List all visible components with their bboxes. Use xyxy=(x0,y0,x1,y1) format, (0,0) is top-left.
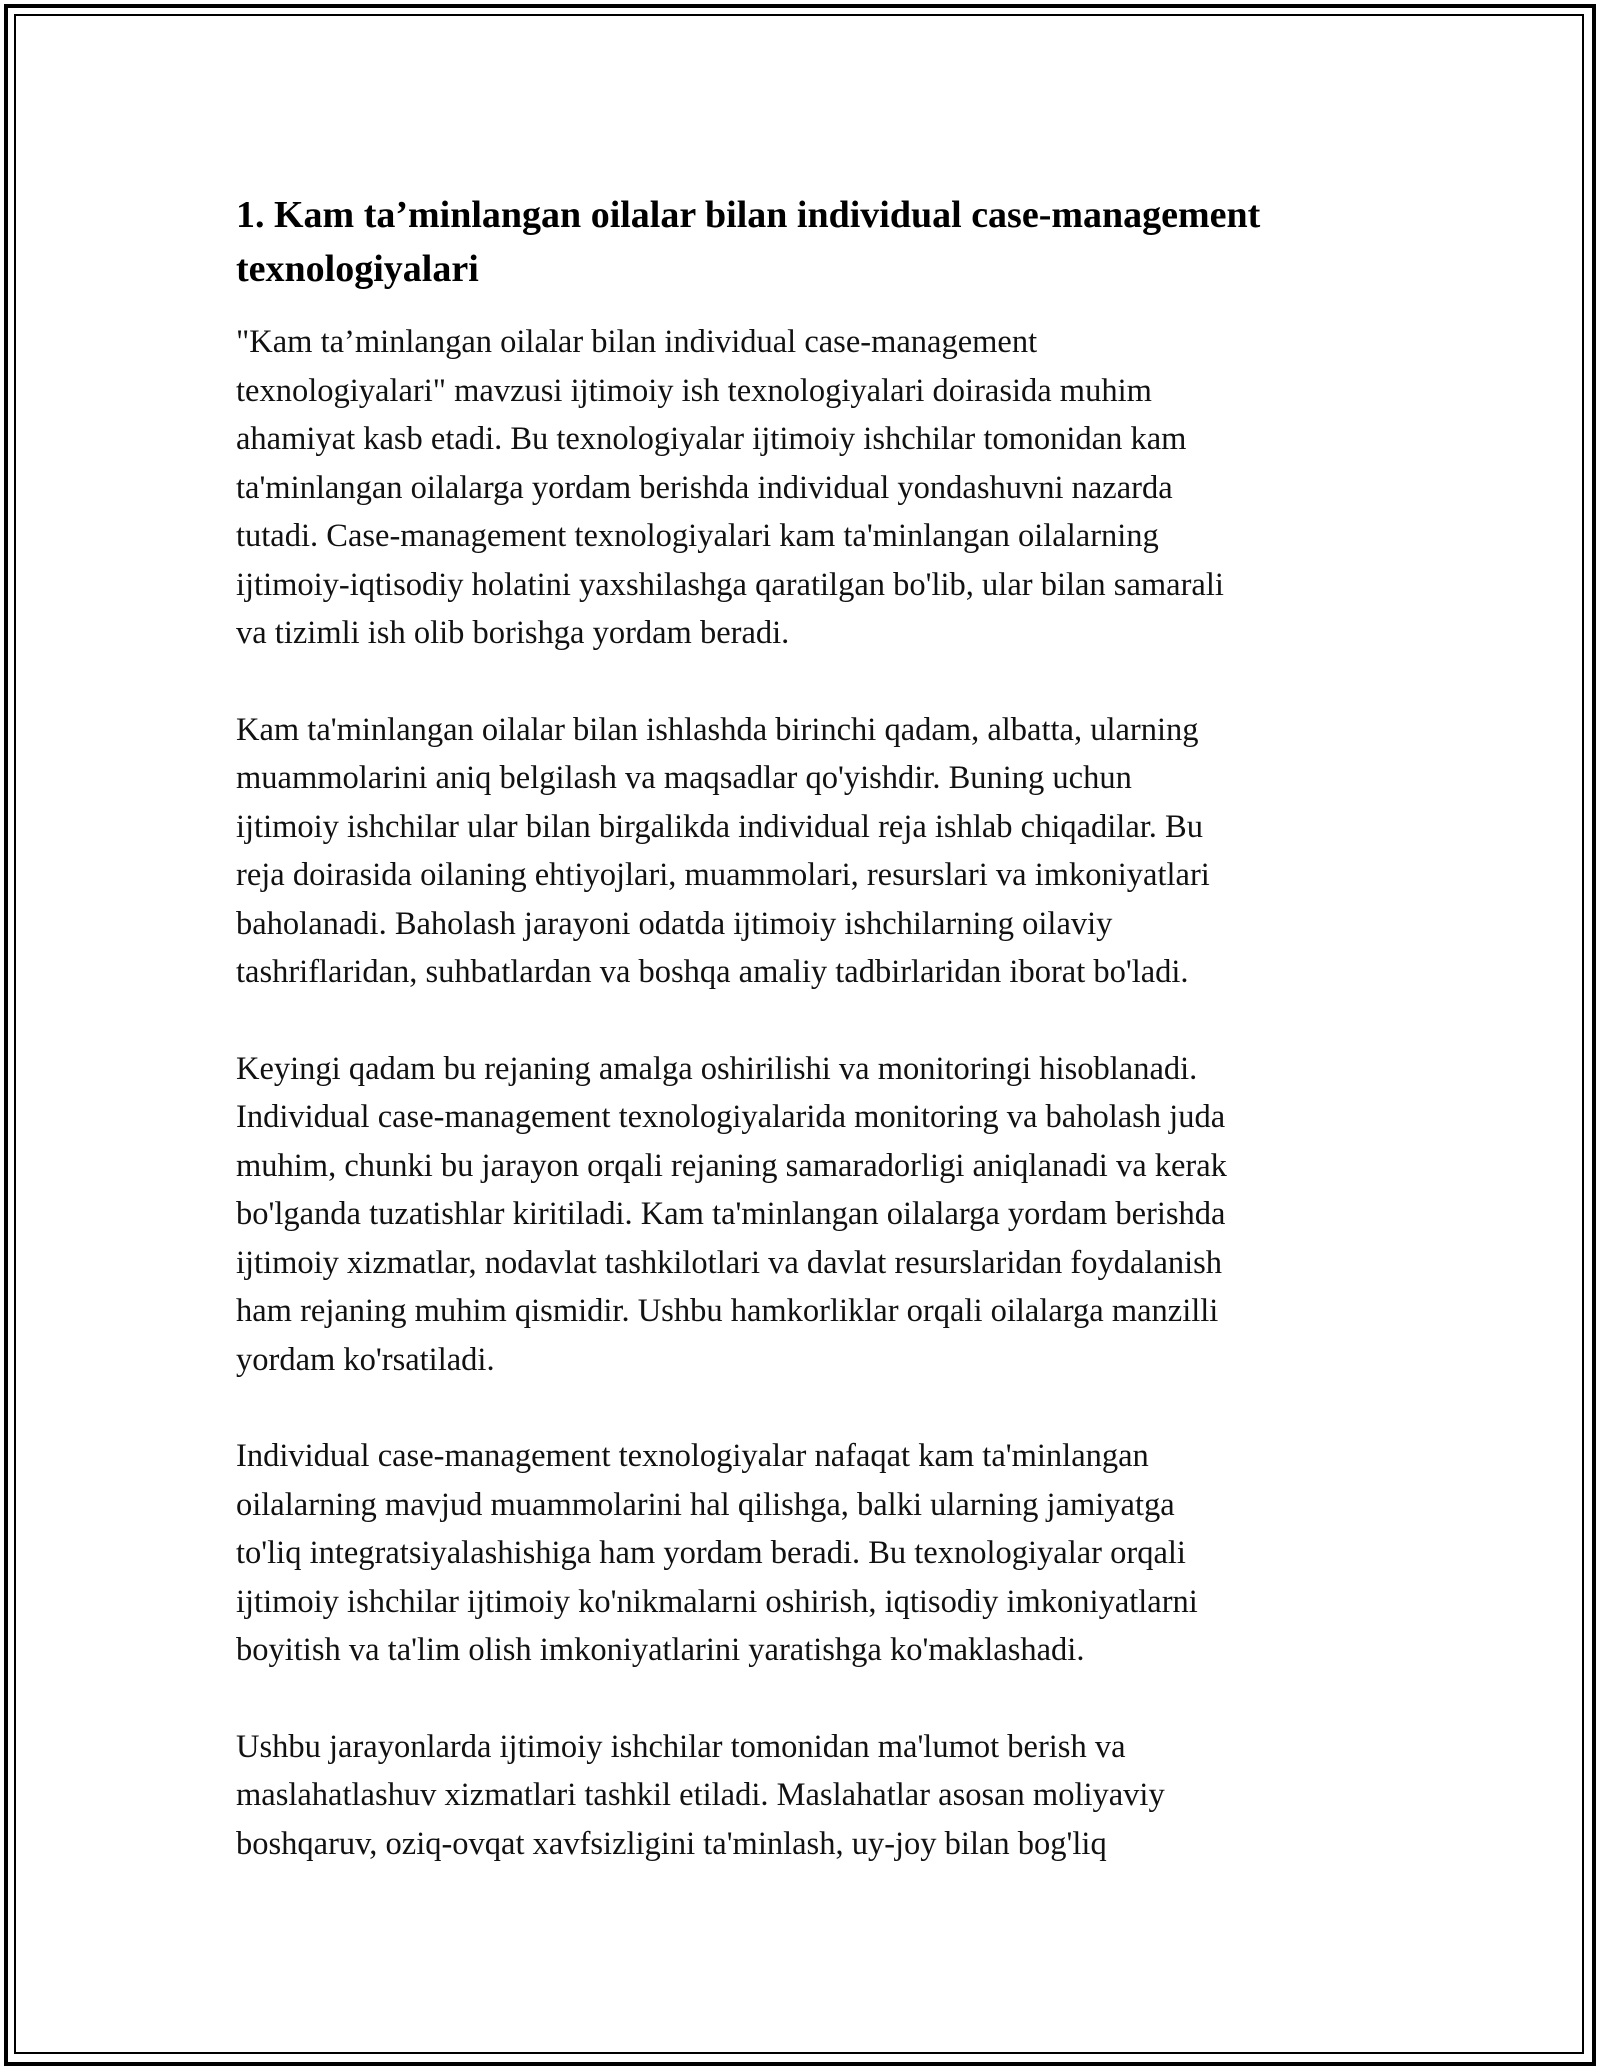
section-heading xyxy=(236,188,1376,296)
text-line: maslahatlashuv xizmatlari tashkil etiladi. Maslahatlar asosan moliyaviy xyxy=(236,1777,1165,1813)
paragraph-1 xyxy=(236,318,1376,658)
paragraph-5 xyxy=(236,1723,1376,1869)
paragraph-4 xyxy=(236,1432,1376,1675)
text-line: ijtimoiy ishchilar ijtimoiy ko'nikmalarni oshirish, iqtisodiy imkoniyatlarni xyxy=(236,1583,1198,1620)
document-body xyxy=(236,188,1376,1868)
text-line: ahamiyat kasb etadi. Bu texnologiyalar ijtimoiy ishchilar tomonidan kam xyxy=(236,421,1187,457)
text-line: Individual case-management texnologiyalar nafaqat kam ta'minlangan xyxy=(236,1438,1149,1474)
text-line: Individual case-management texnologiyalarida monitoring va baholash juda xyxy=(236,1099,1226,1135)
text-line: muhim, chunki bu jarayon orqali rejaning samaradorligi aniqlanadi va kerak xyxy=(236,1147,1227,1184)
text-line: tashriflaridan, suhbatlardan va boshqa amaliy tadbirlaridan iborat bo'ladi. xyxy=(236,954,1189,990)
text-line: oilalarning mavjud muammolarini hal qilishga, balki ularning jamiyatga xyxy=(236,1486,1175,1523)
text-line: boshqaruv, oziq-ovqat xavfsizligini ta'minlash, uy-joy bilan bog'liq xyxy=(236,1825,1107,1862)
text-line: Kam ta'minlangan oilalar bilan ishlashda birinchi qadam, albatta, ularning xyxy=(236,711,1199,748)
text-line: tutadi. Case-management texnologiyalari kam ta'minlangan oilalarning xyxy=(236,518,1159,554)
text-line: ta'minlangan oilalarga yordam berishda individual yondashuvni nazarda xyxy=(236,469,1173,506)
text-line: muammolarini aniq belgilash va maqsadlar qo'yishdir. Buning uchun xyxy=(236,760,1132,796)
heading-line: 1. Kam ta’minlangan oilalar bilan individual case-management xyxy=(236,194,1261,236)
text-line: "Kam ta’minlangan oilalar bilan individual case-management xyxy=(236,324,1038,360)
paragraph-2 xyxy=(236,706,1376,997)
text-line: Ushbu jarayonlarda ijtimoiy ishchilar tomonidan ma'lumot berish va xyxy=(236,1728,1126,1765)
heading-line: texnologiyalari xyxy=(236,248,479,290)
text-line: va tizimli ish olib borishga yordam beradi. xyxy=(236,615,790,651)
text-line: ijtimoiy-iqtisodiy holatini yaxshilashga qaratilgan bo'lib, ular bilan samarali xyxy=(236,566,1224,603)
text-line: ijtimoiy ishchilar ular bilan birgalikda individual reja ishlab chiqadilar. Bu xyxy=(236,808,1203,845)
text-line: texnologiyalari" mavzusi ijtimoiy ish texnologiyalari doirasida muhim xyxy=(236,372,1152,409)
text-line: bo'lganda tuzatishlar kiritiladi. Kam ta'minlangan oilalarga yordam berishda xyxy=(236,1196,1226,1232)
text-line: ham rejaning muhim qismidir. Ushbu hamkorliklar orqali oilalarga manzilli xyxy=(236,1293,1219,1329)
text-line: to'liq integratsiyalashishiga ham yordam beradi. Bu texnologiyalar orqali xyxy=(236,1535,1186,1571)
text-line: baholanadi. Baholash jarayoni odatda ijtimoiy ishchilarning oilaviy xyxy=(236,905,1113,942)
text-line: ijtimoiy xizmatlar, nodavlat tashkilotlari va davlat resurslaridan foydalanish xyxy=(236,1244,1223,1281)
text-line: Keyingi qadam bu rejaning amalga oshirilishi va monitoringi hisoblanadi. xyxy=(236,1050,1198,1087)
paragraph-3 xyxy=(236,1045,1376,1385)
text-line: yordam ko'rsatiladi. xyxy=(236,1341,495,1378)
text-line: boyitish va ta'lim olish imkoniyatlarini yaratishga ko'maklashadi. xyxy=(236,1632,1085,1668)
text-line: reja doirasida oilaning ehtiyojlari, muammolari, resurslari va imkoniyatlari xyxy=(236,857,1210,893)
